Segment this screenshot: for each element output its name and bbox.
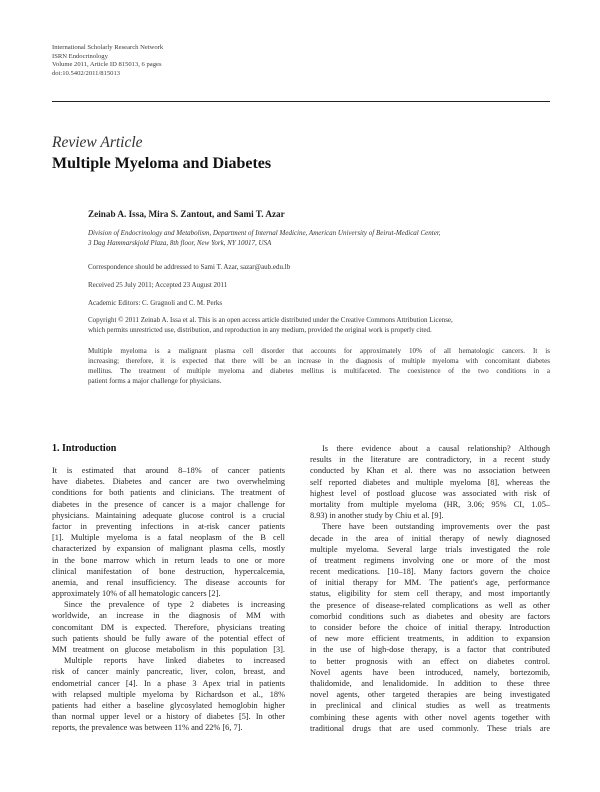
right-column [310, 443, 550, 734]
body-line: There have been outstanding improvements over the past [322, 522, 550, 532]
body-line: risk of cancer mainly pancreatic, liver, colon, breast, and [52, 667, 285, 677]
abstract-line: mellitus. The treatment of multiple myeloma and diabetes mellitus is multifaceted. The coexistence of the two conditions in a [88, 367, 550, 375]
body-line: of new more efficient treatments, in addition to expansion [310, 634, 550, 644]
body-line: thalidomide, and lenalidomide. In addition to these three [310, 678, 550, 688]
abstract [88, 346, 550, 386]
body-line: approximately 10% of all hematologic cancers [2]. [52, 589, 221, 599]
abstract-line: patient forms a major challenge for physicians. [88, 377, 222, 385]
body-line: in preclinical and clinical studies as well as treatments [310, 701, 550, 711]
body-line: than normal upper level or a history of diabetes [5]. In other [52, 712, 285, 722]
body-line: status, eligibility for stem cell therapy, and most importantly [310, 589, 550, 599]
body-line: Multiple reports have linked diabetes to increased [64, 656, 285, 666]
body-line: It is estimated that around 8–18% of cancer patients [52, 466, 285, 475]
journal-doi: doi:10.5402/2011/815013 [52, 69, 121, 77]
body-line: have diabetes. Diabetes and cancer are two overwhelming [52, 477, 285, 487]
body-line: results in the literature are contradictory, in a recent study [310, 455, 550, 465]
body-line: in the use of high-dose therapy, is a factor that contributed [310, 645, 550, 655]
body-line: multiple myeloma. Several large trials investigated the role [310, 544, 550, 554]
body-line: characterized by expansion of malignant plasma cells, mostly [52, 544, 285, 554]
body-line: patients had either a baseline glycosylated hemoglobin higher [52, 700, 285, 710]
dates-text: Received 25 July 2011; Accepted 23 August 2011 [88, 281, 228, 289]
body-line: novel agents, other targeted therapies are being investigated [310, 690, 550, 700]
journal-name: ISRN Endocrinology [52, 52, 108, 60]
body-line: highest level of postload glucose was associated with risk of [310, 488, 550, 498]
copyright-line: Copyright © 2011 Zeinab A. Issa et al. This is an open access article distributed under the Creative Commons Attribution License, [88, 316, 453, 324]
copyright [88, 315, 550, 335]
body-line: conditions for both patients and clinicians. The treatment of [52, 488, 285, 498]
body-line: with relapsed multiple myeloma by Richardson et al., 18% [52, 689, 285, 699]
academic-editors [88, 298, 550, 308]
body-line: in the bone marrow which in return leads to one or more [52, 555, 285, 565]
dates [88, 280, 550, 290]
article-title: Multiple Myeloma and Diabetes [52, 155, 272, 172]
body-line: concomitant DM is expected. Therefore, physicians treating [52, 622, 285, 632]
left-column [52, 465, 285, 734]
body-line: Since the prevalence of type 2 diabetes is increasing [64, 600, 285, 610]
body-line: mortality from multiple myeloma (HR, 3.06; 95% CI, 1.05– [310, 499, 550, 509]
journal-network: International Scholarly Research Network [52, 44, 164, 51]
affiliation [88, 228, 550, 248]
abstract-line: Multiple myeloma is a malignant plasma cell disorder that accounts for approximately 10% of all hematologic cancers. It is [88, 347, 550, 355]
body-line: self reported diabetes and multiple myeloma [8], whereas the [310, 477, 550, 487]
body-line: recent medications. [10–18]. Many factors govern the choice [310, 567, 550, 577]
body-line: worldwide, an increase in the diagnosis of MM with [52, 611, 285, 621]
body-line: clinical manifestation of bone destruction, hypercalcemia, [52, 566, 285, 576]
editors-text: Academic Editors: C. Gragnoli and C. M. Perks [88, 299, 223, 307]
body-line: of initial therapy for MM. The patient's age, performance [310, 578, 550, 588]
journal-volume: Volume 2011, Article ID 815013, 6 pages [52, 61, 162, 69]
article-type: Review Article [52, 134, 143, 151]
body-line: of treatment regimens involving one or more of the most [310, 555, 550, 565]
body-line: traditional drugs that are used commonly. These trials are [310, 723, 550, 733]
correspondence-text: Correspondence should be addressed to Sami T. Azar, sazar@aub.edu.lb [88, 263, 291, 271]
body-line: comorbid conditions such as diabetes and obesity are factors [310, 611, 550, 621]
affiliation-line: Division of Endocrinology and Metabolism, Department of Internal Medicine, American University of Beirut-Medical Center, [88, 229, 441, 237]
body-line: factor in preventing infections in at-risk cancer patients [52, 521, 285, 531]
body-line: decade in the area of initial therapy of newly diagnosed [310, 533, 550, 543]
body-line: anemia, and renal insufficiency. The disease accounts for [52, 577, 285, 587]
copyright-line: which permits unrestricted use, distribution, and reproduction in any medium, provided the original work is properly cited. [88, 326, 432, 334]
body-line: reports, the prevalence was between 11% and 22% [6, 7]. [52, 723, 243, 733]
body-line: combining these agents with other novel agents together with [310, 712, 550, 722]
body-line: the presence of disease-related complications as well as other [310, 600, 550, 610]
body-line: Novel agents have been introduced, namely, bortezomib, [310, 667, 550, 677]
body-line: physicians. Maintaining adequate glucose control is a crucial [52, 510, 285, 520]
section-heading: 1. Introduction [52, 443, 117, 454]
body-line: conducted by Khan et al. there was no association between [310, 466, 550, 476]
journal-metadata [52, 44, 163, 78]
body-line: MM treatment on glucose metabolism in this population [3]. [52, 645, 285, 654]
correspondence [88, 262, 550, 272]
body-line: endometrial cancer [4]. In a phase 3 Apex trial in patients [52, 678, 285, 688]
body-line: such patients should be fully aware of the potential effect of [52, 633, 285, 643]
affiliation-line: 3 Dag Hammarskjold Plaza, 8th floor, New York, NY 10017, USA [88, 239, 272, 247]
body-line: diabetes in the presence of cancer is a major challenge for [52, 499, 285, 509]
body-line: Is there evidence about a causal relationship? Although [322, 444, 550, 453]
abstract-line: increasing; therefore, it is expected that there will be an increase in the diagnosis of multiple myeloma with concomitant diabetes [88, 357, 550, 365]
body-line: to consider before the choice of initial therapy. Introduction [310, 623, 550, 632]
body-line: [1]. Multiple myeloma is a fatal neoplasm of the B cell [52, 533, 285, 543]
body-line: to better prognosis with an effect on diabetes control. [310, 656, 550, 666]
header-rule [52, 101, 550, 102]
body-line: 8.93) in another study by Chiu et al. [9]. [310, 511, 444, 521]
article-authors: Zeinab A. Issa, Mira S. Zantout, and Sami T. Azar [88, 209, 285, 219]
